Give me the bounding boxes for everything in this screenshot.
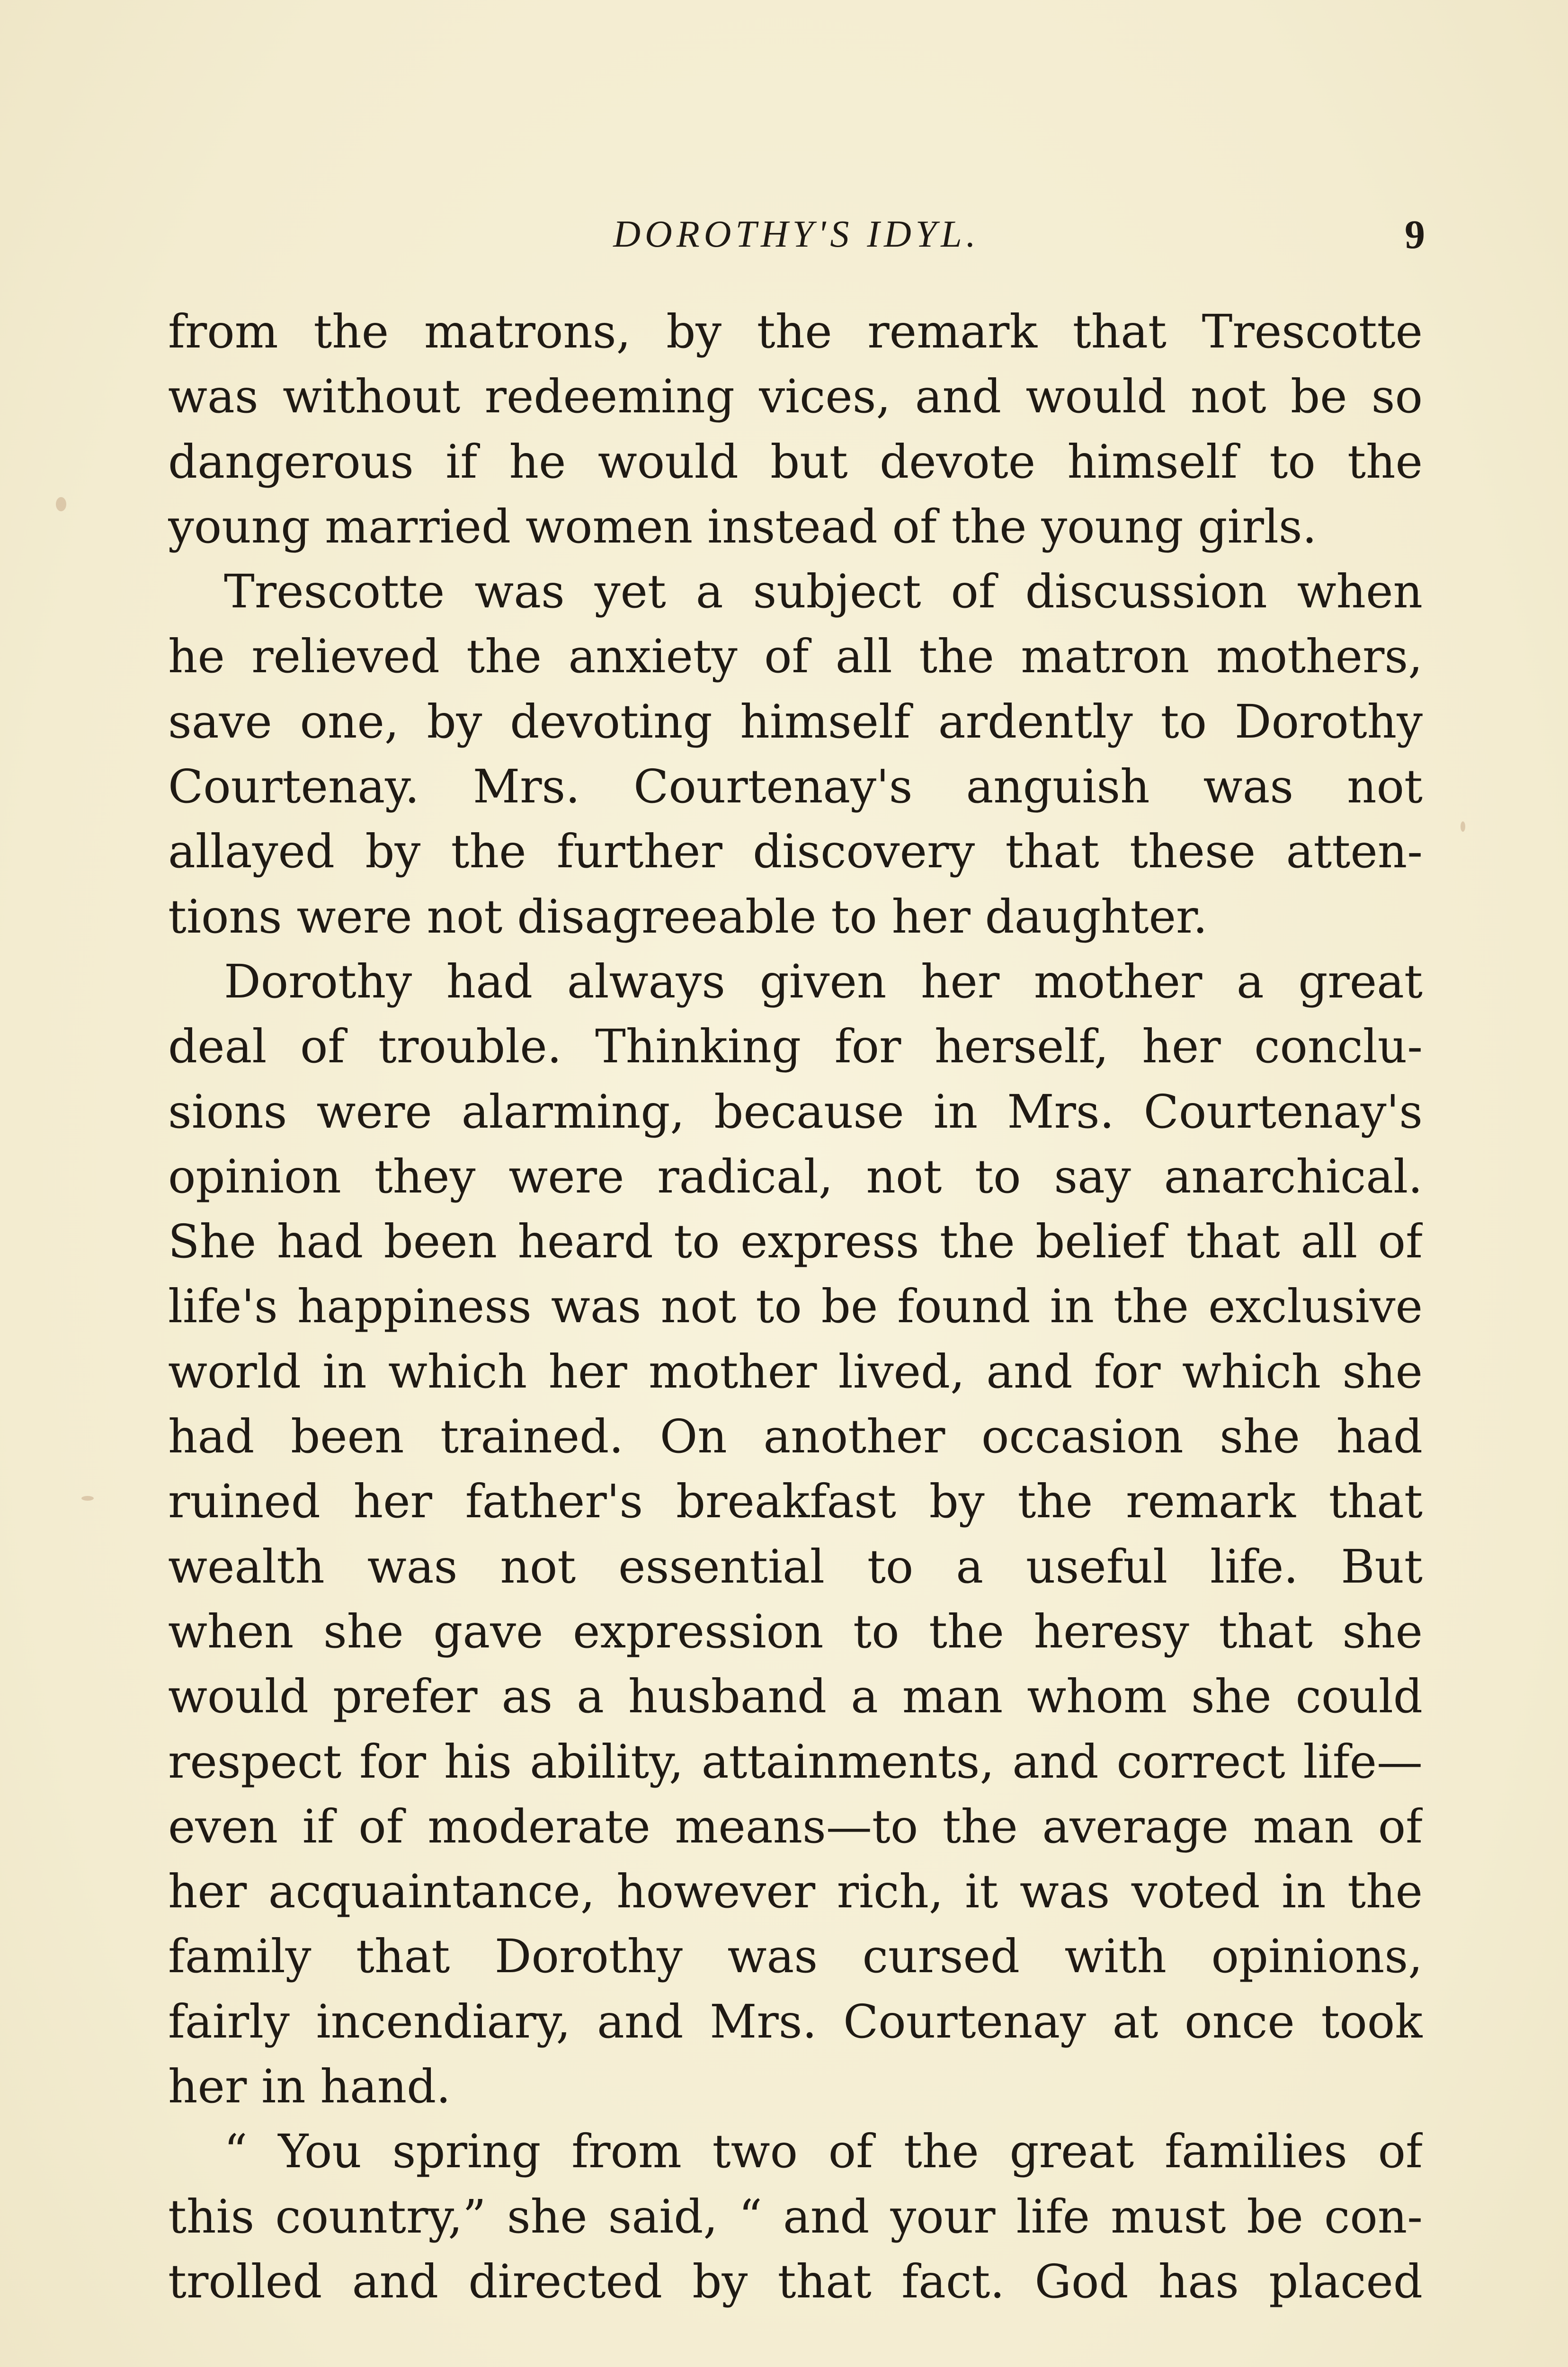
text-line: dangerous if he would but devote himself to the [168,435,1423,489]
text-line: opinion they were radical, not to say anarchical. [168,1149,1423,1203]
paragraph-continuation [168,299,1423,559]
text-line: her in hand. [168,2060,451,2114]
text-line: trolled and directed by that fact. God has placed [168,2254,1423,2308]
text-line: wealth was not essential to a useful life. But [168,1539,1423,1593]
text-line: when she gave expression to the heresy that she [168,1604,1423,1658]
text-line: Trescotte was yet a subject of discussion when [224,565,1423,619]
text-line: She had been heard to express the belief that all of [168,1215,1423,1269]
paragraph-dorothy [168,949,1423,2119]
text-line: was without redeeming vices, and would not be so [168,370,1423,424]
text-line: had been trained. On another occasion she had [168,1410,1423,1464]
text-line: save one, by devoting himself ardently to Dorothy [168,694,1423,748]
paper-speck [81,1496,94,1501]
text-line: “ You spring from two of the great families of [224,2125,1423,2179]
text-line: world in which her mother lived, and for which she [168,1344,1423,1398]
text-line: deal of trouble. Thinking for herself, her conclu- [168,1020,1423,1074]
paper-speck [1461,821,1465,832]
text-line: sions were alarming, because in Mrs. Courtenay's [168,1085,1423,1139]
paper-speck [56,497,66,511]
running-head [168,199,1425,270]
text-line: family that Dorothy was cursed with opinions, [168,1930,1423,1984]
text-line: this country,” she said, “ and your life must be con- [168,2189,1423,2243]
text-line: ruined her father's breakfast by the remark that [168,1475,1423,1529]
text-line: respect for his ability, attainments, and correct life— [168,1735,1423,1789]
paragraph-trescotte [168,559,1423,949]
text-line: would prefer as a husband a man whom she could [168,1670,1423,1724]
text-line: life's happiness was not to be found in the exclusive [168,1280,1423,1334]
text-line: Dorothy had always given her mother a great [224,954,1423,1008]
running-title: DOROTHY'S IDYL. [613,214,980,255]
text-line: from the matrons, by the remark that Trescotte [168,305,1423,358]
text-line: even if of moderate means—to the average man of [168,1799,1423,1853]
text-line: young married women instead of the young girls. [168,499,1317,553]
text-line: Courtenay. Mrs. Courtenay's anguish was not [168,760,1423,814]
page-number: 9 [1405,212,1425,257]
text-line: he relieved the anxiety of all the matron mothers, [168,630,1423,684]
paragraph-quote [168,2119,1423,2314]
text-line: tions were not disagreeable to her daughter. [168,890,1208,943]
text-line: allayed by the further discovery that these atten- [168,825,1423,879]
text-line: fairly incendiary, and Mrs. Courtenay at once took [168,1994,1423,2048]
text-line: her acquaintance, however rich, it was voted in the [168,1865,1423,1919]
body-text [168,299,1423,2314]
